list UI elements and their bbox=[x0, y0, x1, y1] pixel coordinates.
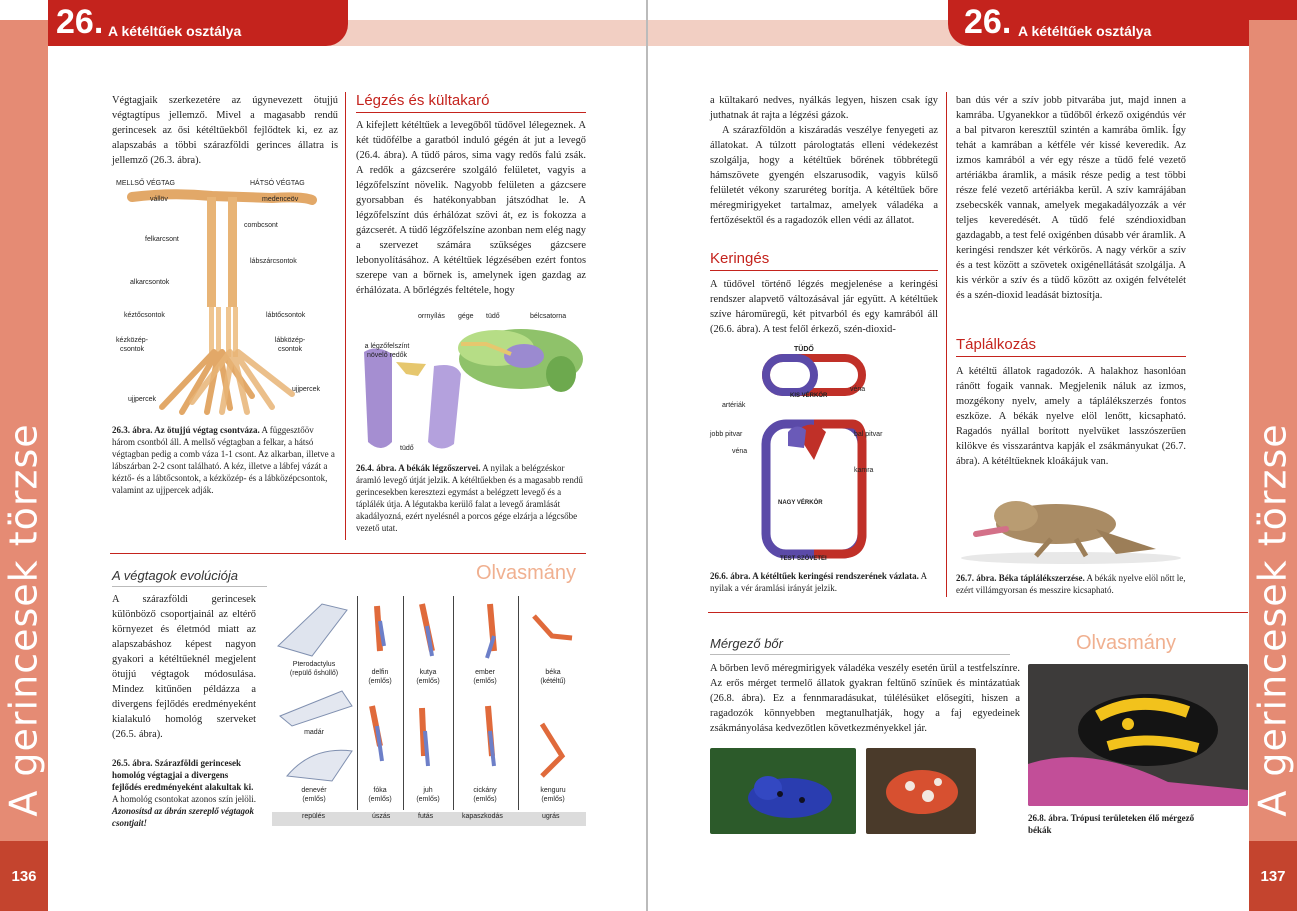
blue-frog-photo bbox=[710, 748, 856, 834]
label-body-tissues: TEST SZÖVETEI bbox=[780, 556, 827, 562]
label-humerus: felkarcsont bbox=[145, 236, 179, 243]
fig7-caption bbox=[956, 572, 1186, 596]
fig4-caption-title: 26.4. ábra. A békák légzőszervei. bbox=[356, 463, 481, 473]
label-lung-diag: TÜDŐ bbox=[794, 346, 814, 353]
circulation-text-2: ban dús vér a szív jobb pitvarába jut, majd innen a kamrába. Ugyanekkor a tüdőből érkező oxigéndús vér a bal pitvaron keresztül szintén a kamrába ömlik. Így tehát a kamrában a kétféle vér kissé keveredik. Az izmos kamrából a vér egy része a tüdő felé vezető artériákba áramlik, a másik része pedig a test többi része felé vezető artériákba kerül. A szív kamrájában zsebecskék vannak, amelyek megakadályozzák a vér teljes keveredését. A tüdő felé széndioxidban gazdagabb, a test felé oxigénben dúsabb vér áramlik. A keringési rendszer két vérkörös. A nagy vérkör a szív és a test között a szövetek oxigénellátását szolgálja. A kis vérkör a szív és a tüdő között az oxigén felvételét és a szén-dioxid leadását biztosítja. bbox=[956, 95, 1186, 301]
animal-dog: kutya (emlős) bbox=[416, 669, 440, 685]
fig8-caption-title: 26.8. ábra. Trópusi területeken élő mérgező békák bbox=[1028, 813, 1195, 835]
evo-heading: A végtagok evolúciója bbox=[112, 568, 238, 583]
poison-text: A bőrben levő méregmirigyek váladéka veszély esetén ürül a testfelszínre. Az erős mérget termelő állatok gyakran feltűnő színűek és mintázatúak (26.8. ábra). Ez a fennmaradásukat, túlélésüket elősegíti, hiszen a ragadozók könnyebben megtanulhatják, hogy a faj egyedeinek zsákmányolása kedvezőtlen következményekkel jár. bbox=[710, 663, 1020, 734]
fig8-caption bbox=[1028, 812, 1218, 836]
animal-seal: fóka (emlős) bbox=[368, 787, 392, 803]
fig7-caption-text: A békák nyelve elöl nőtt le, ezért villámgyorsan és messzire kicsapható. bbox=[956, 573, 1186, 595]
label-front-limb: MELLSŐ VÉGTAG bbox=[116, 180, 175, 187]
chapter-number-right: 26. bbox=[964, 3, 1012, 41]
breath-heading: Légzés és kültakaró bbox=[356, 92, 490, 109]
animal-sheep: juh (emlős) bbox=[416, 787, 440, 803]
label-arteries: artériák bbox=[722, 402, 746, 409]
left-page bbox=[0, 0, 648, 911]
right-page bbox=[648, 0, 1297, 911]
label-lung: tüdő bbox=[486, 313, 500, 320]
right-header bbox=[648, 0, 1297, 46]
label-nostril: orrnyílás bbox=[418, 313, 445, 320]
fig4-caption bbox=[356, 462, 586, 534]
label-carpals: kéztőcsontok bbox=[124, 312, 165, 319]
fig7-caption-title: 26.7. ábra. Béka táplálékszerzése. bbox=[956, 573, 1085, 583]
animal-frog: béka (kétéltű) bbox=[540, 669, 566, 685]
fig4-caption-text: A nyilak a belégzéskor áramló levegő útját jelzik. A kétéltűekben és a magasabb rendű gerincesekben keresztezi egymást a belégzett levegő és a táplálék útja. A légutakba kerülő falat a levegő áramlását akadályozná, ezért nyelésnél a porcos gége elzárja a légcsőbe vezető utat. bbox=[356, 463, 583, 533]
animal-human: ember (emlős) bbox=[473, 669, 497, 685]
intro-text: Végtagjaik szerkezetére az úgynevezett ötujjú végtagtípus jellemző. Mivel a magasabb rendű gerincesek az ősi kétéltűekből fejlődtek ki, ez az alapszabás a többi szárazföldi gerinces állatra is jellemző (26.3. ábra). bbox=[112, 95, 338, 166]
label-fingers: ujjpercek bbox=[128, 396, 157, 403]
fig5-caption-title: 26.5. ábra. Szárazföldi gerincesek homológ végtagjai a divergens fejlődés eredményeként alakultak ki. bbox=[112, 758, 254, 792]
circulation-heading-rule bbox=[710, 270, 938, 271]
side-title: A gerincesek törzse bbox=[2, 423, 46, 817]
label-right-atrium: jobb pitvar bbox=[710, 431, 743, 438]
reading-label-right: Olvasmány bbox=[1076, 632, 1177, 654]
fig3-caption bbox=[112, 424, 338, 496]
chapter-title-right: A kétéltűek osztálya bbox=[1018, 23, 1152, 39]
poison-heading: Mérgező bőr bbox=[710, 636, 783, 651]
left-side-band bbox=[0, 20, 48, 911]
feeding-heading: Táplálkozás bbox=[956, 336, 1037, 353]
circulation-diagram bbox=[756, 352, 876, 562]
label-hind-limb: HÁTSÓ VÉGTAG bbox=[250, 180, 305, 187]
motion-running: futás bbox=[418, 813, 434, 820]
fig3-caption-title: 26.3. ábra. Az ötujjú végtag csontváza. bbox=[112, 425, 260, 435]
fig5-task: Azonosítsd az ábrán szereplő végtagok csontjait! bbox=[112, 806, 255, 828]
left-header bbox=[0, 0, 648, 46]
breath-text: A kifejlett kétéltűek a levegőből tüdővel lélegeznek. A két tüdőfélbe a garatból induló gégén át jut a levegő (26.4. ábra). A tüdő páros, sima vagy redős falú zsák. A redők a gázcserére szolgáló felületet, vagyis a légzőfelszínt növelik. Nagyobb felületen a gázcsere gyorsabban és hatékonyabban játszódhat le. A légzőfelszínt dús érhálózat szövi át, ez is fokozza a gázcserét. A tüdő légzőfelszíne azonban nem elég nagy a szervezet számára szükséges gázcsere lebonyolításához. A kétéltűek légzésében ezért fontos szerepe van a bőrnek is, amelynek igen gazdag az érhálózata. A bőrlégzés feltétele, hogy bbox=[356, 120, 586, 296]
breath-heading-rule bbox=[356, 112, 586, 113]
evo-heading-rule bbox=[112, 586, 267, 587]
fig6-caption-title: 26.6. ábra. A kétéltűek keringési rendszerének vázlata. bbox=[710, 571, 919, 581]
fig5-caption-text: A homológ csontokat azonos szín jelöli. bbox=[112, 794, 256, 804]
animal-bird: madár bbox=[304, 729, 324, 736]
label-metatarsals: lábközép-csontok bbox=[274, 337, 306, 353]
column-rule bbox=[345, 92, 346, 540]
fig6-caption-text: A nyilak a vér áramlási irányát jelzik. bbox=[710, 571, 927, 593]
yellow-frog-photo bbox=[1028, 664, 1248, 806]
animal-shrew: cickány (emlős) bbox=[473, 787, 497, 803]
reading-rule-right bbox=[708, 612, 1248, 613]
frog-tongue-photo bbox=[956, 484, 1186, 566]
label-ventricle: kamra bbox=[854, 467, 874, 474]
poison-heading-rule bbox=[710, 654, 1010, 655]
frog-lung-figure bbox=[356, 314, 586, 459]
side-title-right: A gerincesek törzse bbox=[1251, 423, 1295, 817]
reading-rule bbox=[110, 553, 586, 554]
page-number-left: 136 bbox=[0, 841, 48, 911]
column-rule-right bbox=[946, 92, 947, 597]
chapter-number: 26. bbox=[56, 3, 104, 41]
circulation-text: A tüdővel történő légzés megjelenése a keringési rendszer alapvető változásával jár együtt. A kétéltűek szíve háromüregű, két pitvarból és egy kamrából áll (26.6. ábra). A test felől érkező, szén-dioxid- bbox=[710, 279, 938, 335]
label-left-atrium: bal pitvar bbox=[854, 431, 883, 438]
label-big-circuit: NAGY VÉRKÖR bbox=[778, 500, 823, 506]
animal-kangaroo: kenguru (emlős) bbox=[540, 787, 566, 803]
motion-swimming: úszás bbox=[372, 813, 391, 820]
motion-climbing: kapaszkodás bbox=[462, 813, 503, 820]
label-vein: véna bbox=[850, 386, 866, 393]
fig5-caption bbox=[112, 757, 258, 829]
label-tarsals: lábtőcsontok bbox=[266, 312, 306, 319]
skin-text: A szárazföldön a kiszáradás veszélye fenyegeti az állatokat. A túlzott párologtatás elleni védekezést szolgálja, hogy a kétéltűek bőrének többrétegű hámszövete gyengén elszarusodik, vagyis külső felületét vékony szaruréteg borítja. A kétéltűek bőre méregmirigyeket tartalmaz, amelyek váladéka a fertőzésektől és a ragadozók ellen védi az állatot. bbox=[710, 125, 938, 226]
label-larynx: gége bbox=[458, 313, 474, 320]
feeding-text: A kétéltű állatok ragadozók. A halakhoz hasonlóan ránőtt fogaik vannak. Megjelenik náluk az izmos, mozgékony nyelv, amely a táplálékszerzés fontos eszköze. A békák nyelve elöl lenőtt, kicsapható. Ragadós nyállal borított nyelvüket lasszószerűen kilökve és visszarántva kapják el zsákmányukat (26.7. ábra). A kétéltűeknek kloákájuk van. bbox=[956, 366, 1186, 467]
label-toes: ujjpercek bbox=[292, 386, 321, 393]
label-tibia: lábszárcsontok bbox=[250, 258, 297, 265]
evo-text: A szárazföldi gerincesek különböző csoportjainál az eltérő környezet és életmód miatt az alapszabáshoz képest nagyon gyakori a kétéltűeknél megjelent ötujjú végtagok módosulása. Mindez kitűnően példázza a divergens fejlődés eredményeként kialakuló homológ szerveket (26.5. ábra). bbox=[112, 594, 256, 740]
motion-jumping: ugrás bbox=[542, 813, 560, 820]
skin-text-top: a kültakaró nedves, nyálkás legyen, hiszen csak így juthatnak át rajta a légzési gázok. bbox=[710, 95, 938, 121]
label-shoulder: vállöv bbox=[150, 196, 168, 203]
label-surface: a légzőfelszínt növelő redők bbox=[364, 343, 410, 359]
fig6-caption bbox=[710, 570, 940, 594]
label-gut: bélcsatorna bbox=[530, 313, 567, 320]
red-frog-photo bbox=[866, 748, 976, 834]
limb-skeleton-figure bbox=[112, 172, 342, 417]
label-vein-2: véna bbox=[732, 448, 748, 455]
reading-label-left: Olvasmány bbox=[476, 562, 577, 584]
animal-pterodactylus: Pterodactylus (repülő őshüllő) bbox=[289, 661, 339, 677]
animal-bat: denevér (emlős) bbox=[301, 787, 327, 803]
label-lung-2: tüdő bbox=[400, 445, 414, 452]
right-side-band bbox=[1249, 20, 1297, 911]
label-metacarpals: kézközép-csontok bbox=[116, 337, 148, 353]
motion-bar bbox=[272, 812, 586, 826]
feeding-heading-rule bbox=[956, 356, 1186, 357]
motion-flying: repülés bbox=[302, 813, 325, 820]
label-femur: combcsont bbox=[244, 222, 278, 229]
label-pelvis: medenceöv bbox=[262, 196, 299, 203]
circulation-heading: Keringés bbox=[710, 250, 770, 267]
fig3-caption-text: A függesztőöv három csontból áll. A mellső végtagban a felkar, a hátsó végtagban pedig a comb váza 1-1 csont. Az alkarban, illetve a lábszárban 2-2 csont található. A kéz, illetve a lábfej vázát a kéztő- és a lábtőcsontok, a kézközép- és a lábközépcsontok, valamint az ujjpercek adják. bbox=[112, 425, 335, 495]
chapter-title: A kétéltűek osztálya bbox=[108, 23, 242, 39]
label-forearm: alkarcsontok bbox=[130, 279, 170, 286]
animal-dolphin: delfin (emlős) bbox=[368, 669, 392, 685]
label-small-circuit: KIS VÉRKÖR bbox=[790, 393, 828, 399]
page-number-right: 137 bbox=[1249, 841, 1297, 911]
